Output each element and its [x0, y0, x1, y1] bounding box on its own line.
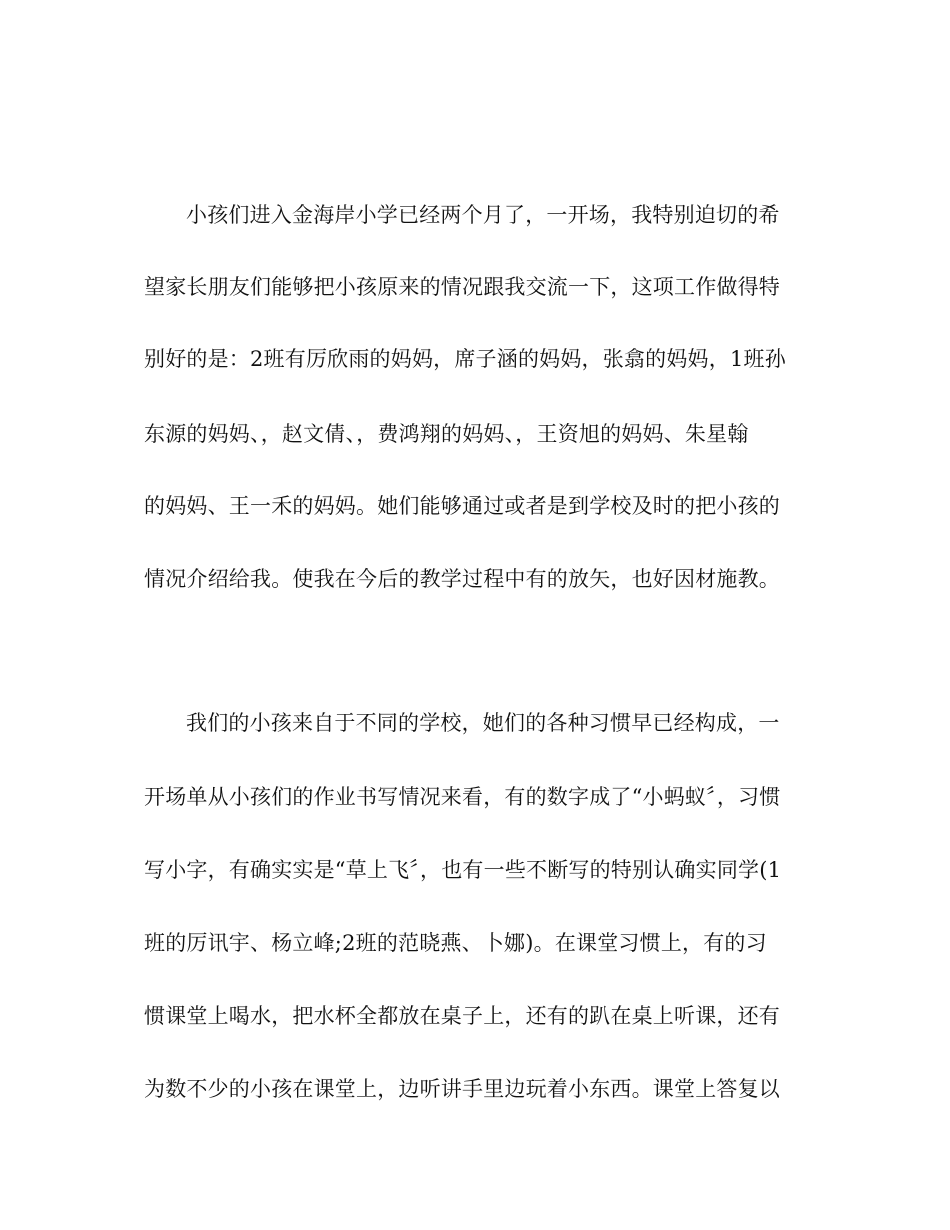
- text-line: 开场单从小孩们的作业书写情况来看，有的数字成了“小蚂蚁〞，习惯: [144, 785, 781, 809]
- text-line: 情况介绍给我。使我在今后的教学过程中有的放矢，也好因材施教。: [144, 567, 780, 591]
- text-line: 惯课堂上喝水，把水杯全都放在桌子上，还有的趴在桌上听课，还有: [144, 1004, 780, 1028]
- text-line: 小孩们进入金海岸小学已经两个月了，一开场，我特别迫切的希: [186, 203, 780, 227]
- text-line: 望家长朋友们能够把小孩原来的情况跟我交流一下，这项工作做得特: [144, 275, 780, 299]
- text-line: 班的厉讯宇、杨立峰;2班的范晓燕、卜娜)。在课堂习惯上，有的习: [144, 931, 767, 955]
- text-line: 为数不少的小孩在课堂上，边听讲手里边玩着小东西。课堂上答复以: [144, 1077, 780, 1101]
- text-line: 我们的小孩来自于不同的学校，她们的各种习惯早已经构成，一: [186, 711, 780, 735]
- text-line: 的妈妈、王一禾的妈妈。她们能够通过或者是到学校及时的把小孩的: [144, 494, 780, 518]
- text-line: 别好的是：2班有厉欣雨的妈妈，席子涵的妈妈，张翕的妈妈，1班孙: [144, 347, 786, 371]
- text-line: 东源的妈妈、，赵文倩、，费鸿翔的妈妈、，王资旭的妈妈、朱星翰: [144, 422, 749, 446]
- text-line: 写小字，有确实实是“草上飞〞，也有一些不断写的特别认确实同学(1: [144, 858, 782, 882]
